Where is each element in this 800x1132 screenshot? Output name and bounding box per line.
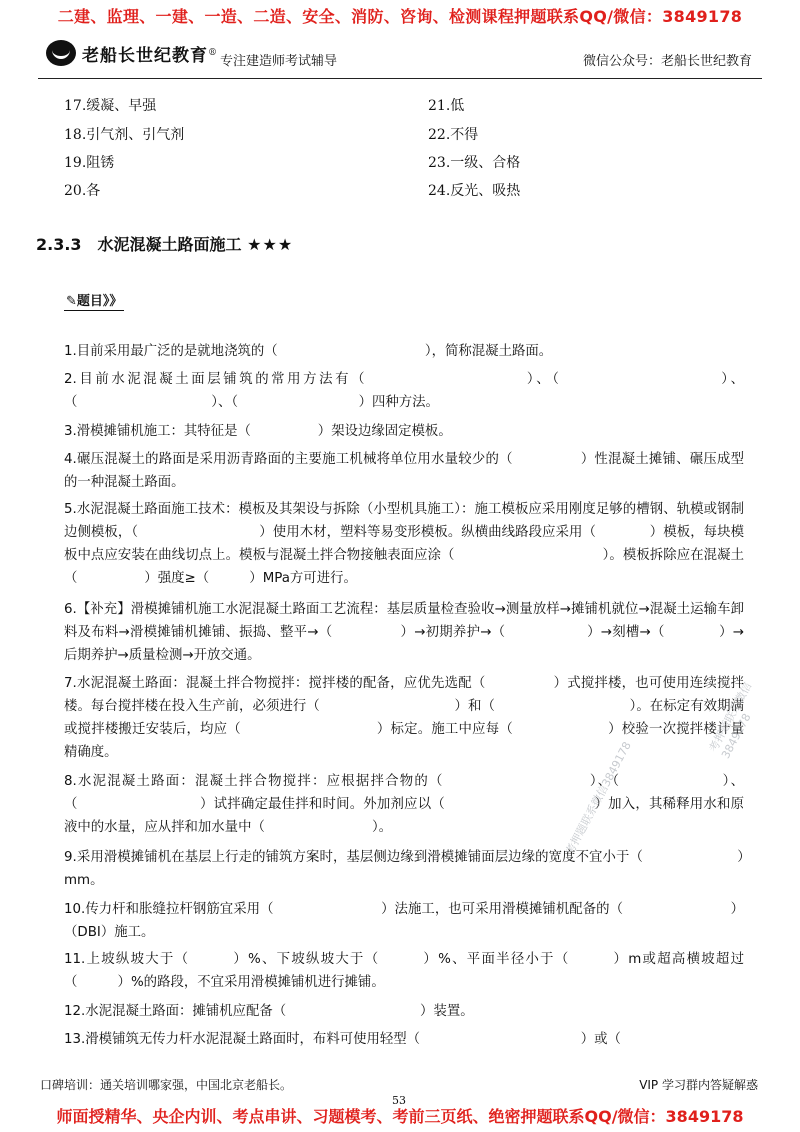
question-item: 8.水泥混凝土路面：混凝土拌合物搅拌：应根据拌合物的（ ）、（ ）、（ ）试拌确定最佳拌和时间。外加剂应以（ ）加入，其稀释用水和原液中的水量，应从拌和加水量中（ ）。 [64, 774, 744, 835]
question-item: 12.水泥混凝土路面：摊铺机应配备（ ）装置。 [64, 1004, 474, 1019]
top-promo-banner: 二建、监理、一建、一造、二造、安全、消防、咨询、检测课程押题联系QQ/微信：3849178 [57, 7, 743, 26]
question-item: 9.采用滑模摊铺机在基层上行走的铺筑方案时，基层侧边缘到滑模摊铺面层边缘的宽度不宜小于（ ）mm。 [64, 850, 744, 888]
header-divider [38, 78, 762, 79]
header-wechat: 微信公众号：老船长世纪教育 [582, 54, 752, 69]
question-item: 5.水泥混凝土路面施工技术：模板及其架设与拆除（小型机具施工）：施工模板应采用刚度足够的槽钢、轨模或钢制边侧模板，（ ）使用木材，塑料等易变形模板。纵横曲线路段应采用（ ）模板，每块模板中点应安装在曲线切点上。模板与混凝土拌合物接触表面应涂（ ）。模板拆除应在混凝土（ ）强度≥（ ）MPa方可进行。 [64, 502, 744, 586]
question-item: 3.滑模摊铺机施工：其特征是（ ）架设边缘固定模板。 [64, 424, 452, 439]
watermark: 考押题联系微信3849178 [563, 739, 634, 857]
question-item: 10.传力杆和胀缝拉杆钢筋宜采用（ ）法施工，也可采用滑模摊铺机配备的（ ）（DBI）施工。 [64, 902, 744, 940]
question-item: 11.上坡纵坡大于（ ）%、下坡纵坡大于（ ）%、平面半径小于（ ）m或超高横坡超过（ ）%的路段，不宜采用滑模摊铺机进行摊铺。 [64, 952, 744, 990]
answer-item: 24.反光、吸热 [428, 183, 521, 199]
answer-item: 22.不得 [428, 127, 479, 143]
question-item: 2.目前水泥混凝土面层铺筑的常用方法有（ ）、（ ）、（ ）、（ ）四种方法。 [64, 372, 744, 410]
question-item: 7.水泥混凝土路面：混凝土拌合物搅拌：搅拌楼的配备，应优先选配（ ）式搅拌楼，也可使用连续搅拌楼。每台搅拌楼在投入生产前，必须进行（ ）和（ ）。在标定有效期满或搅拌楼搬迁安装后，均应（ ）标定。施工中应每（ ）校验一次搅拌楼计量精确度。 [64, 676, 744, 760]
page-header [38, 40, 760, 76]
header-slogan: 专注建造师考试辅导 [220, 54, 338, 69]
star-rating-icon: ★★★ [247, 235, 294, 254]
answer-item: 17.缓凝、早强 [64, 98, 157, 114]
logo [46, 40, 217, 66]
answer-item: 18.引气剂、引气剂 [64, 127, 185, 143]
registered-mark: ® [208, 48, 217, 58]
logo-text: 老船长世纪教育 [82, 45, 208, 66]
ship-logo-icon [46, 40, 76, 66]
answer-item: 19.阻锈 [64, 155, 115, 171]
question-item: 1.目前采用最广泛的是就地浇筑的（ ），简称混凝土路面。 [64, 344, 553, 359]
section-title: 2.3.3 水泥混凝土路面施工 [36, 235, 248, 254]
question-item: 4.碾压混凝土的路面是采用沥青路面的主要施工机械将单位用水量较少的（ ）性混凝土摊铺、碾压成型的一种混凝土路面。 [64, 452, 744, 490]
answer-item: 21.低 [428, 98, 465, 114]
answer-item: 23.一级、合格 [428, 155, 521, 171]
footer-right: VIP 学习群内答疑解惑 [639, 1078, 758, 1092]
bottom-promo-banner: 师面授精华、央企内训、考点串讲、习题模考、考前三页纸、绝密押题联系QQ/微信：3849178 [56, 1107, 744, 1126]
question-item: 6.【补充】滑模摊铺机施工水泥混凝土路面工艺流程：基层质量检查验收→测量放样→摊铺机就位→混凝土运输车卸料及布料→滑模摊铺机摊铺、振捣、整平→（ ）→初期养护→（ ）→刻槽→（ ）→后期养护→质量检测→开放交通。 [64, 602, 744, 663]
answer-item: 20.各 [64, 183, 101, 199]
page-number: 53 [392, 1094, 406, 1107]
question-item: 13.滑模铺筑无传力杆水泥混凝土路面时，布料可使用轻型（ ）或（ [64, 1032, 621, 1047]
footer-left: 口碑培训：通关培训哪家强，中国北京老船长。 [40, 1078, 293, 1092]
section-heading [36, 232, 293, 255]
watermark: 考押题联系微信3849178 [706, 680, 755, 761]
questions-tag: ✎题目》》 [64, 290, 124, 311]
